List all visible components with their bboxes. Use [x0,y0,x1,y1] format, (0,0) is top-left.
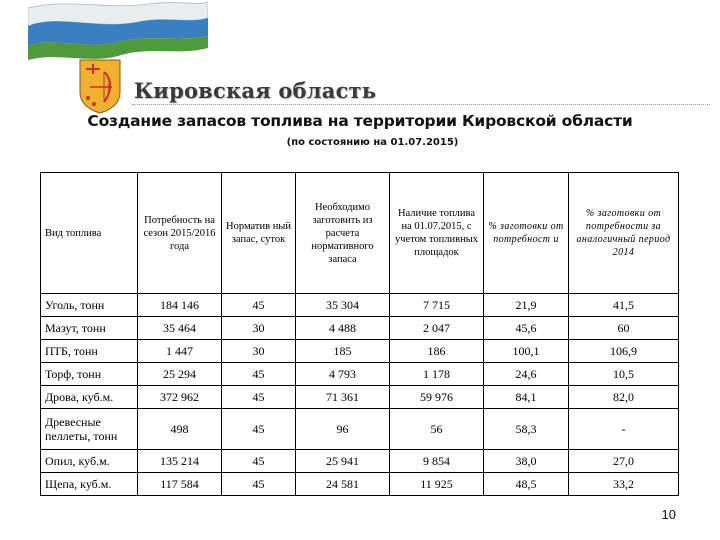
cell-percent-2014: 41,5 [569,294,679,317]
cell-demand: 1 447 [138,340,222,363]
column-header-demand: Потребность на сезон 2015/2016 года [138,173,222,294]
cell-demand: 117 584 [138,473,222,496]
cell-percent: 24,6 [484,363,569,386]
cell-norm-days: 45 [222,473,296,496]
column-header-required: Необходимо заготовить из расчета нормативного запаса [296,173,390,294]
cell-percent: 45,6 [484,317,569,340]
flag-ribbon-icon [28,0,208,62]
table-header-row [41,173,679,294]
cell-fuel-type: Дрова, куб.м. [41,386,138,409]
column-header-norm-days: Норматив ный запас, суток [222,173,296,294]
cell-percent-2014: 106,9 [569,340,679,363]
cell-demand: 25 294 [138,363,222,386]
cell-percent: 38,0 [484,450,569,473]
cell-fuel-type: Щепа, куб.м. [41,473,138,496]
header-divider [132,104,710,105]
page-subtitle: (по состоянию на 01.07.2015) [286,137,459,148]
cell-norm-days: 45 [222,409,296,450]
table-row [41,363,679,386]
cell-available: 59 976 [390,386,484,409]
cell-percent: 48,5 [484,473,569,496]
cell-percent: 100,1 [484,340,569,363]
cell-demand: 372 962 [138,386,222,409]
cell-norm-days: 45 [222,386,296,409]
table-row [41,450,679,473]
cell-fuel-type: ПТБ, тонн [41,340,138,363]
cell-norm-days: 45 [222,363,296,386]
cell-fuel-type: Торф, тонн [41,363,138,386]
cell-available: 7 715 [390,294,484,317]
cell-available: 11 925 [390,473,484,496]
cell-fuel-type: Опил, куб.м. [41,450,138,473]
table-row [41,294,679,317]
cell-fuel-type: Уголь, тонн [41,294,138,317]
cell-norm-days: 45 [222,450,296,473]
region-title: Кировская область [134,78,377,103]
cell-percent-2014: 60 [569,317,679,340]
cell-available: 9 854 [390,450,484,473]
table-row [41,340,679,363]
cell-percent-2014: 33,2 [569,473,679,496]
cell-required: 4 793 [296,363,390,386]
cell-percent-2014: - [569,409,679,450]
cell-percent-2014: 10,5 [569,363,679,386]
cell-available: 1 178 [390,363,484,386]
cell-percent: 58,3 [484,409,569,450]
cell-available: 56 [390,409,484,450]
cell-norm-days: 30 [222,340,296,363]
coat-of-arms-icon [78,58,122,114]
table-row [41,473,679,496]
column-header-percent-2014: % заготовки от потребности за аналогичный период 2014 [569,173,679,294]
table-row [41,386,679,409]
cell-required: 25 941 [296,450,390,473]
cell-percent: 84,1 [484,386,569,409]
cell-required: 96 [296,409,390,450]
cell-percent-2014: 82,0 [569,386,679,409]
cell-fuel-type: Древесные пеллеты, тонн [41,409,138,450]
column-header-fuel-type: Вид топлива [41,173,138,294]
cell-demand: 135 214 [138,450,222,473]
cell-required: 4 488 [296,317,390,340]
cell-available: 2 047 [390,317,484,340]
cell-required: 24 581 [296,473,390,496]
cell-norm-days: 45 [222,294,296,317]
column-header-percent: % заготовки от потребност и [484,173,569,294]
cell-fuel-type: Мазут, тонн [41,317,138,340]
cell-demand: 35 464 [138,317,222,340]
fuel-stock-table [40,172,679,496]
cell-required: 71 361 [296,386,390,409]
cell-available: 186 [390,340,484,363]
page-title: Создание запасов топлива на территории Кировской области [87,112,633,130]
cell-required: 35 304 [296,294,390,317]
cell-percent-2014: 27,0 [569,450,679,473]
column-header-available: Наличие топлива на 01.07.2015, с учетом топливных площадок [390,173,484,294]
cell-demand: 498 [138,409,222,450]
table-row [41,409,679,450]
cell-required: 185 [296,340,390,363]
cell-norm-days: 30 [222,317,296,340]
table-row [41,317,679,340]
cell-demand: 184 146 [138,294,222,317]
cell-percent: 21,9 [484,294,569,317]
page-number: 10 [661,507,676,522]
